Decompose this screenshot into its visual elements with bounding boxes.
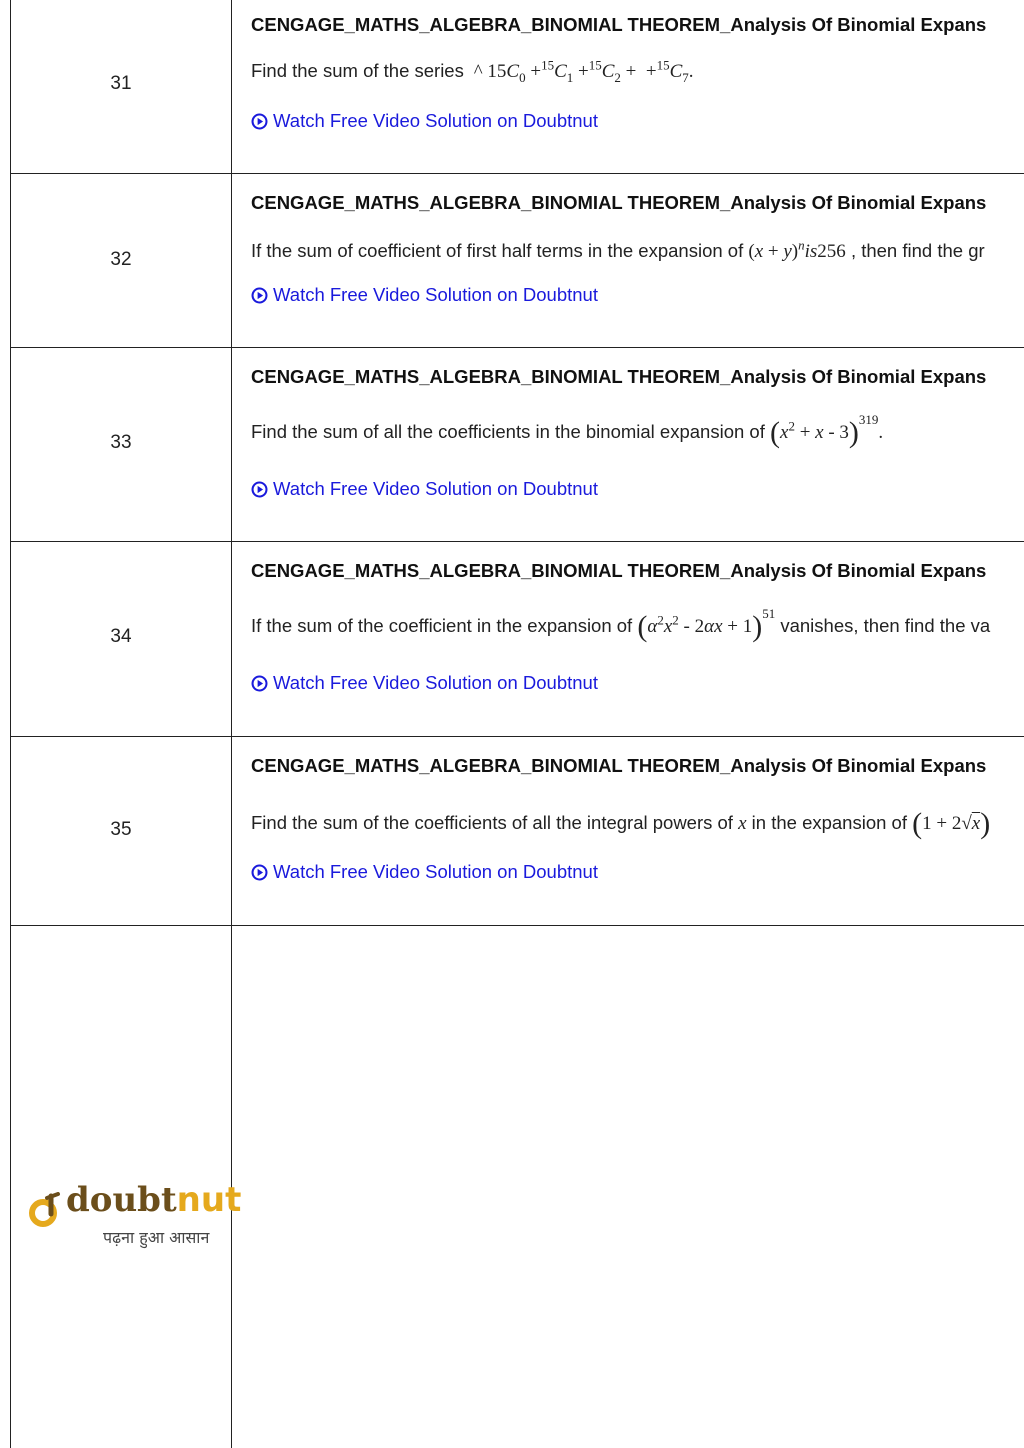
question-text-prefix: If the sum of coefficient of first half terms in the expansion of <box>251 240 744 261</box>
question-title: CENGAGE_MATHS_ALGEBRA_BINOMIAL THEOREM_Analysis Of Binomial Expans <box>251 755 987 776</box>
question-text-suffix: vanishes, then find the va <box>780 615 991 636</box>
watch-video-link[interactable] <box>251 861 598 883</box>
logo-wordmark <box>66 1180 241 1220</box>
logo-tagline: पढ़ना हुआ आसान <box>103 1228 210 1247</box>
question-text <box>251 57 694 85</box>
question-text-suffix: , then find the gr <box>850 240 985 261</box>
watch-video-label: Watch Free Video Solution on Doubtnut <box>273 861 598 882</box>
table-row <box>11 348 1024 541</box>
question-math-variable: x <box>738 813 747 834</box>
question-text-middle: in the expansion of <box>751 812 907 833</box>
watch-video-link[interactable] <box>251 672 598 694</box>
logo-wordmark-doubt: doubt <box>66 1180 177 1220</box>
play-circle-icon <box>251 675 268 692</box>
watch-video-link[interactable] <box>251 284 598 306</box>
question-number: 32 <box>110 249 132 270</box>
question-number: 31 <box>110 73 132 94</box>
doubtnut-logo <box>28 1180 242 1250</box>
question-title: CENGAGE_MATHS_ALGEBRA_BINOMIAL THEOREM_Analysis Of Binomial Expans <box>251 14 987 35</box>
play-circle-icon <box>251 481 268 498</box>
question-math: $(x + y)^nis256$ <box>748 237 846 262</box>
question-text <box>251 606 991 644</box>
question-title: CENGAGE_MATHS_ALGEBRA_BINOMIAL THEOREM_Analysis Of Binomial Expans <box>251 560 987 581</box>
watch-video-link[interactable] <box>251 478 598 500</box>
question-title: CENGAGE_MATHS_ALGEBRA_BINOMIAL THEOREM_Analysis Of Binomial Expans <box>251 192 987 213</box>
question-text-prefix: If the sum of the coefficient in the expansion of <box>251 615 633 636</box>
question-math: $(\alpha^2x^2 - 2\alpha x + 1)^{51}$ <box>637 606 776 643</box>
question-text <box>251 807 990 841</box>
question-math: ^ $15C_0 +^{15}C_1 +^{15}C_2 + +^{15}C_7$. <box>473 57 694 85</box>
table-row <box>11 0 1024 173</box>
play-circle-icon <box>251 113 268 130</box>
play-circle-icon <box>251 287 268 304</box>
table-row <box>11 174 1024 347</box>
question-text-prefix: Find the sum of all the coefficients in the binomial expansion of <box>251 421 765 442</box>
question-text-prefix: Find the sum of the coefficients of all the integral powers of <box>251 812 733 833</box>
question-number: 34 <box>110 626 132 647</box>
watch-video-link[interactable] <box>251 110 598 132</box>
table-row <box>11 542 1024 736</box>
watch-video-label: Watch Free Video Solution on Doubtnut <box>273 284 598 305</box>
question-text <box>251 237 985 263</box>
watch-video-label: Watch Free Video Solution on Doubtnut <box>273 672 598 693</box>
logo-wordmark-nut: nut <box>176 1180 242 1220</box>
question-text-prefix: Find the sum of the series <box>251 60 464 81</box>
question-text <box>251 412 884 450</box>
watch-video-label: Watch Free Video Solution on Doubtnut <box>273 478 598 499</box>
table-row <box>11 737 1024 925</box>
question-number: 35 <box>110 819 132 840</box>
question-number: 33 <box>110 432 132 453</box>
play-circle-icon <box>251 864 268 881</box>
row-divider <box>10 925 1024 926</box>
doubtnut-mascot-icon <box>28 1192 64 1228</box>
question-title: CENGAGE_MATHS_ALGEBRA_BINOMIAL THEOREM_Analysis Of Binomial Expans <box>251 366 987 387</box>
question-math: $(x^2 + x - 3)^{319}$. <box>770 412 884 449</box>
question-math: (1 + 2√x) <box>912 807 991 840</box>
watch-video-label: Watch Free Video Solution on Doubtnut <box>273 110 598 131</box>
